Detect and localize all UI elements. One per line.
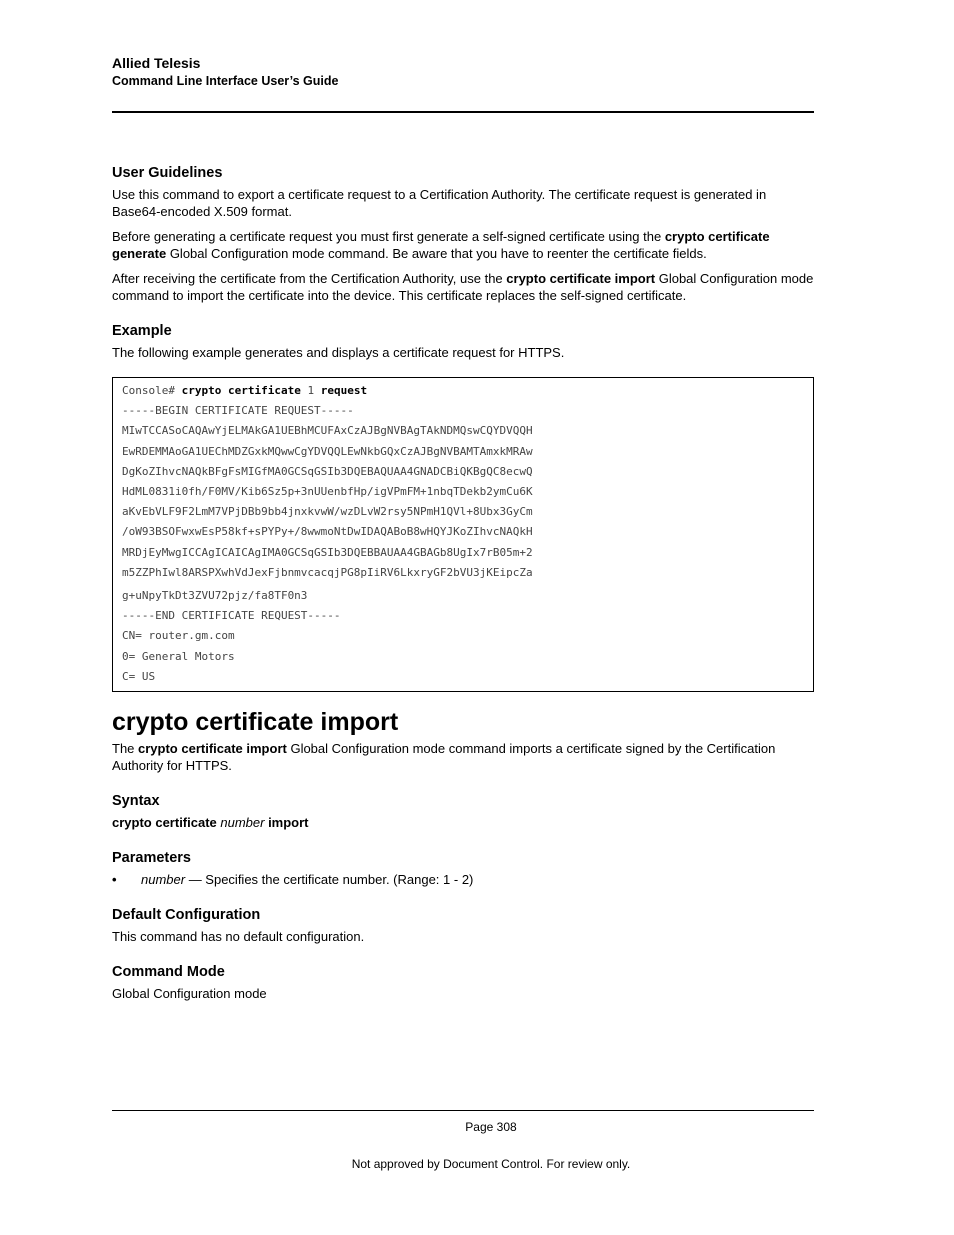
command-ref: crypto certificate import (506, 271, 656, 286)
command-description (112, 740, 814, 774)
text-run: Global Configuration mode command to import the certificate into the device. This certificate replaces the self-signed certificate. (112, 271, 814, 303)
parameter-item (112, 871, 814, 888)
code-line: -----BEGIN CERTIFICATE REQUEST----- (122, 404, 354, 418)
console-prompt: Console# (122, 384, 182, 397)
review-note: Not approved by Document Control. For review only. (351, 1157, 631, 1171)
code-line: EwRDEMMAoGA1UEChMDZGxkMQwwCgYDVQQLEwNkbGQxCzAJBgNVBAMTAmxkMRAw (122, 444, 533, 458)
command-ref: crypto certificate generate (112, 229, 770, 261)
guideline-paragraph-2 (112, 228, 814, 262)
footer-rule (112, 1110, 814, 1111)
code-line: HdML0831i0fh/F0MV/Kib6Sz5p+3nUUenbfHp/igVPmFM+1nbqTDekb2ymCu6K (122, 485, 533, 499)
command-ref: crypto certificate import (138, 741, 287, 757)
text-run: Before generating a certificate request you must first generate a self-signed certificate using the (112, 229, 665, 244)
code-line: CN= router.gm.com (122, 629, 235, 643)
guideline-paragraph-1: Use this command to export a certificate request to a Certification Authority. The certificate request is generated in Base64-encoded X.509 format. (112, 187, 767, 219)
guideline-paragraph-3 (112, 270, 814, 304)
syntax-param: number (220, 815, 265, 831)
param-desc: — Specifies the certificate number. (Range: 1 - 2) (185, 872, 474, 888)
syntax-keyword: import (264, 815, 309, 831)
header-company: Allied Telesis (112, 55, 201, 71)
code-example-box (112, 377, 814, 692)
syntax-line (112, 814, 814, 831)
code-command-line (122, 381, 804, 401)
code-line: 0= General Motors (122, 649, 235, 663)
code-line: C= US (122, 669, 156, 683)
bullet-icon: • (112, 872, 117, 888)
command-keyword: request (320, 384, 368, 397)
default-config-text: This command has no default configuration. (112, 929, 365, 945)
command-keyword: crypto certificate (181, 384, 301, 397)
code-line: m5ZZPhIwl8ARSPXwhVdJexFjbnmvcacqjPG8pIiRV6LkxryGF2bVU3jKEipcZa (122, 565, 533, 579)
code-line: MIwTCCASoCAQAwYjELMAkGA1UEBhMCUFAxCzAJBgNVBAgTAkNDMQswCQYDVQQH (122, 424, 533, 438)
param-name: number (141, 872, 186, 888)
syntax-heading: Syntax (112, 793, 160, 810)
command-number: 1 (300, 384, 321, 397)
example-heading: Example (112, 323, 172, 339)
command-mode-heading: Command Mode (112, 964, 225, 981)
code-line: DgKoZIhvcNAQkBFgFsMIGfMA0GCSqGSIb3DQEBAQUAA4GNADCBiQKBgQC8ecwQ (122, 464, 533, 478)
page-content (112, 164, 814, 1010)
parameters-heading: Parameters (112, 850, 191, 867)
command-mode-text: Global Configuration mode (112, 986, 267, 1002)
code-line: MRDjEyMwgICCAgICAICAgIMA0GCSqGSIb3DQEBBAUAA4GBAGb8UgIx7rB05m+2 (122, 545, 533, 559)
header-rule (112, 111, 814, 113)
code-line: g+uNpyTkDt3ZVU72pjz/fa8TF0n3 (122, 589, 308, 603)
syntax-keyword: crypto certificate (112, 815, 221, 831)
text-run: The (112, 741, 139, 757)
code-line: /oW93BSOFwxwEsP58kf+sPYPy+/8wwmoNtDwIDAQABoB8wHQYJKoZIhvcNAQkH (122, 525, 533, 539)
default-config-heading: Default Configuration (112, 907, 261, 924)
text-run: Global Configuration mode command imports a certificate signed by the Certification Authority for HTTPS. (112, 741, 776, 774)
text-run: Global Configuration mode command. Be aware that you have to reenter the certificate fields. (166, 246, 707, 261)
example-intro: The following example generates and displays a certificate request for HTTPS. (112, 345, 565, 360)
user-guidelines-heading: User Guidelines (112, 165, 223, 181)
code-line: -----END CERTIFICATE REQUEST----- (122, 609, 341, 623)
command-title: crypto certificate import (112, 708, 399, 737)
page-number: Page 308 (465, 1120, 517, 1134)
text-run: After receiving the certificate from the Certification Authority, use the (112, 271, 507, 286)
code-line: aKvEbVLF9F2LmM7VPjDBb9bb4jnxkvwW/wzDLvW2rsy5NPmH1QVl+8Ubx3GyCm (122, 505, 533, 519)
header-guide-title: Command Line Interface User’s Guide (112, 74, 339, 88)
